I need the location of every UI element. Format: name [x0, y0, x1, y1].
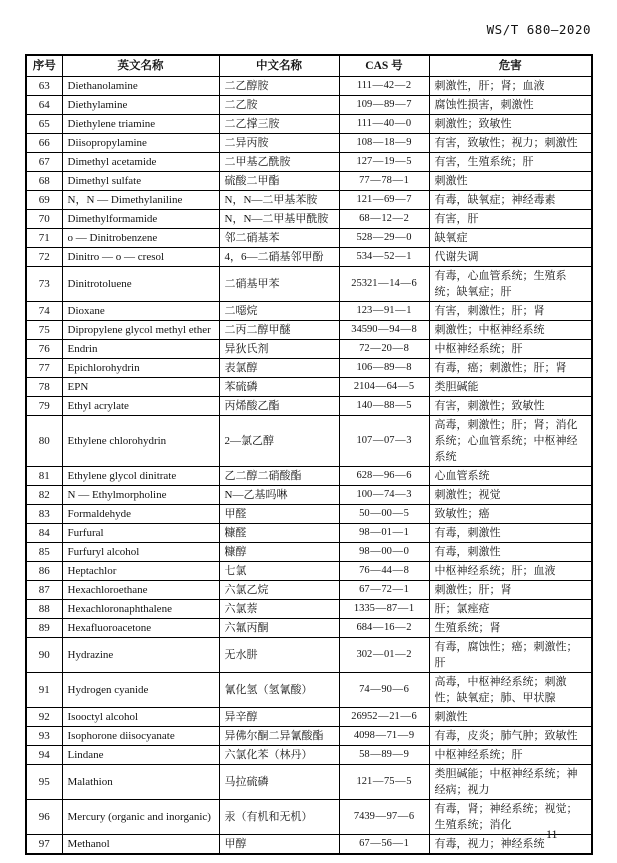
cell-seq-number: 93: [26, 727, 62, 746]
cell-seq-number: 75: [26, 321, 62, 340]
cell-seq-number: 66: [26, 134, 62, 153]
cell-english-name: Ethyl acrylate: [62, 397, 219, 416]
table-row: [26, 77, 592, 96]
cell-cas-number: 528 — 29 — 0: [339, 229, 429, 248]
table-row: [26, 96, 592, 115]
cell-chinese-name: 甲醛: [219, 505, 339, 524]
table-row: [26, 600, 592, 619]
table-header-row: [26, 55, 592, 77]
table-row: [26, 727, 592, 746]
cell-hazard: 类胆碱能；中枢神经系统；神经病；视力: [429, 765, 592, 800]
cell-hazard: 有毒，视力；神经系统: [429, 835, 592, 855]
cell-chinese-name: 2—氯乙醇: [219, 416, 339, 467]
table-row: [26, 302, 592, 321]
cell-cas-number: 684 — 16 — 2: [339, 619, 429, 638]
cell-seq-number: 83: [26, 505, 62, 524]
cell-hazard: 腐蚀性损害，刺激性: [429, 96, 592, 115]
cell-chinese-name: 表氯醇: [219, 359, 339, 378]
cell-english-name: Ethylene chlorohydrin: [62, 416, 219, 467]
cell-chinese-name: 无水肼: [219, 638, 339, 673]
cell-english-name: Hexafluoroacetone: [62, 619, 219, 638]
cell-cas-number: 628 — 96 — 6: [339, 467, 429, 486]
cell-hazard: 有害，刺激性；肝；肾: [429, 302, 592, 321]
cell-seq-number: 80: [26, 416, 62, 467]
cell-cas-number: 72 — 20 — 8: [339, 340, 429, 359]
cell-chinese-name: 邻二硝基苯: [219, 229, 339, 248]
column-header: 序号: [26, 55, 62, 77]
table-row: [26, 191, 592, 210]
cell-chinese-name: 六氯萘: [219, 600, 339, 619]
cell-hazard: 刺激性；视觉: [429, 486, 592, 505]
cell-chinese-name: 甲醇: [219, 835, 339, 855]
chemical-hazard-table: [25, 54, 593, 855]
cell-cas-number: 106 — 89 — 8: [339, 359, 429, 378]
cell-seq-number: 64: [26, 96, 62, 115]
cell-seq-number: 65: [26, 115, 62, 134]
cell-english-name: Dioxane: [62, 302, 219, 321]
cell-english-name: Diisopropylamine: [62, 134, 219, 153]
cell-hazard: 有毒，皮炎；肺气肿；致敏性: [429, 727, 592, 746]
cell-cas-number: 140 — 88 — 5: [339, 397, 429, 416]
cell-hazard: 刺激性: [429, 172, 592, 191]
cell-english-name: Ethylene glycol dinitrate: [62, 467, 219, 486]
cell-chinese-name: 二丙二醇甲醚: [219, 321, 339, 340]
cell-seq-number: 95: [26, 765, 62, 800]
table-row: [26, 467, 592, 486]
cell-english-name: Epichlorohydrin: [62, 359, 219, 378]
table-header: [26, 55, 592, 77]
cell-hazard: 致敏性；癌: [429, 505, 592, 524]
cell-cas-number: 98 — 01 — 1: [339, 524, 429, 543]
cell-seq-number: 81: [26, 467, 62, 486]
cell-english-name: Hexachloroethane: [62, 581, 219, 600]
cell-cas-number: 26952 — 21 — 6: [339, 708, 429, 727]
cell-hazard: 刺激性；致敏性: [429, 115, 592, 134]
cell-cas-number: 107 — 07 — 3: [339, 416, 429, 467]
cell-hazard: 刺激性: [429, 708, 592, 727]
column-header: 中文名称: [219, 55, 339, 77]
table-row: [26, 359, 592, 378]
cell-hazard: 有毒，缺氧症；神经毒素: [429, 191, 592, 210]
cell-chinese-name: 二乙撑三胺: [219, 115, 339, 134]
table-row: [26, 746, 592, 765]
cell-english-name: Dimethyl acetamide: [62, 153, 219, 172]
cell-hazard: 高毒，刺激性；肝；肾；消化系统；心血管系统；中枢神经系统: [429, 416, 592, 467]
cell-chinese-name: 氰化氢（氢氰酸）: [219, 673, 339, 708]
cell-seq-number: 70: [26, 210, 62, 229]
table-row: [26, 524, 592, 543]
cell-seq-number: 78: [26, 378, 62, 397]
cell-cas-number: 109 — 89 — 7: [339, 96, 429, 115]
cell-seq-number: 91: [26, 673, 62, 708]
cell-hazard: 有害，生殖系统；肝: [429, 153, 592, 172]
cell-english-name: Hexachloronaphthalene: [62, 600, 219, 619]
cell-chinese-name: 二异丙胺: [219, 134, 339, 153]
table-row: [26, 708, 592, 727]
cell-seq-number: 84: [26, 524, 62, 543]
cell-cas-number: 77 — 78 — 1: [339, 172, 429, 191]
cell-seq-number: 72: [26, 248, 62, 267]
cell-chinese-name: 马拉硫磷: [219, 765, 339, 800]
cell-seq-number: 67: [26, 153, 62, 172]
table-row: [26, 835, 592, 855]
table-row: [26, 619, 592, 638]
cell-cas-number: 76 — 44 — 8: [339, 562, 429, 581]
cell-chinese-name: 六氯化苯（林丹）: [219, 746, 339, 765]
cell-seq-number: 71: [26, 229, 62, 248]
column-header: 危害: [429, 55, 592, 77]
cell-chinese-name: N，N—二甲基苯胺: [219, 191, 339, 210]
table-row: [26, 248, 592, 267]
cell-cas-number: 111 — 40 — 0: [339, 115, 429, 134]
cell-hazard: 生殖系统；肾: [429, 619, 592, 638]
cell-hazard: 中枢神经系统；肝: [429, 340, 592, 359]
cell-seq-number: 97: [26, 835, 62, 855]
cell-cas-number: 25321 — 14 — 6: [339, 267, 429, 302]
cell-cas-number: 123 — 91 — 1: [339, 302, 429, 321]
cell-seq-number: 63: [26, 77, 62, 96]
cell-seq-number: 79: [26, 397, 62, 416]
table-row: [26, 153, 592, 172]
cell-cas-number: 4098 — 71 — 9: [339, 727, 429, 746]
cell-cas-number: 534 — 52 — 1: [339, 248, 429, 267]
cell-hazard: 有害，肝: [429, 210, 592, 229]
cell-seq-number: 94: [26, 746, 62, 765]
cell-seq-number: 90: [26, 638, 62, 673]
cell-hazard: 刺激性，肝；肾；血液: [429, 77, 592, 96]
cell-english-name: Mercury (organic and inorganic): [62, 800, 219, 835]
cell-cas-number: 34590 — 94 — 8: [339, 321, 429, 340]
cell-seq-number: 77: [26, 359, 62, 378]
table-row: [26, 340, 592, 359]
cell-english-name: Hydrogen cyanide: [62, 673, 219, 708]
cell-english-name: N，N — Dimethylaniline: [62, 191, 219, 210]
cell-english-name: Hydrazine: [62, 638, 219, 673]
cell-seq-number: 92: [26, 708, 62, 727]
table-row: [26, 765, 592, 800]
cell-cas-number: 98 — 00 — 0: [339, 543, 429, 562]
cell-english-name: Endrin: [62, 340, 219, 359]
table-row: [26, 134, 592, 153]
cell-chinese-name: 异狄氏剂: [219, 340, 339, 359]
cell-cas-number: 302 — 01 — 2: [339, 638, 429, 673]
cell-hazard: 缺氧症: [429, 229, 592, 248]
cell-chinese-name: 异佛尔酮二异氰酸酯: [219, 727, 339, 746]
cell-english-name: Dimethylformamide: [62, 210, 219, 229]
cell-english-name: Isophorone diisocyanate: [62, 727, 219, 746]
cell-hazard: 肝；氯痤疮: [429, 600, 592, 619]
cell-cas-number: 67 — 72 — 1: [339, 581, 429, 600]
cell-cas-number: 1335 — 87 — 1: [339, 600, 429, 619]
cell-hazard: 有毒，肾；神经系统；视觉；生殖系统；消化: [429, 800, 592, 835]
cell-chinese-name: 糠醛: [219, 524, 339, 543]
cell-cas-number: 67 — 56 — 1: [339, 835, 429, 855]
table-row: [26, 378, 592, 397]
cell-cas-number: 68 — 12 — 2: [339, 210, 429, 229]
cell-english-name: Malathion: [62, 765, 219, 800]
cell-seq-number: 96: [26, 800, 62, 835]
column-header: CAS 号: [339, 55, 429, 77]
cell-cas-number: 121 — 69 — 7: [339, 191, 429, 210]
cell-hazard: 代谢失调: [429, 248, 592, 267]
table-row: [26, 321, 592, 340]
cell-hazard: 有害，致敏性；视力；刺激性: [429, 134, 592, 153]
cell-hazard: 刺激性；肝；肾: [429, 581, 592, 600]
cell-english-name: Methanol: [62, 835, 219, 855]
cell-cas-number: 100 — 74 — 3: [339, 486, 429, 505]
cell-hazard: 刺激性；中枢神经系统: [429, 321, 592, 340]
cell-seq-number: 87: [26, 581, 62, 600]
cell-chinese-name: 二乙醇胺: [219, 77, 339, 96]
cell-hazard: 有毒，刺激性: [429, 543, 592, 562]
cell-chinese-name: 二噁烷: [219, 302, 339, 321]
cell-english-name: Heptachlor: [62, 562, 219, 581]
table-row: [26, 172, 592, 191]
cell-hazard: 类胆碱能: [429, 378, 592, 397]
cell-chinese-name: 七氯: [219, 562, 339, 581]
table-row: [26, 115, 592, 134]
cell-chinese-name: 苯硫磷: [219, 378, 339, 397]
cell-hazard: 有害，刺激性；致敏性: [429, 397, 592, 416]
cell-cas-number: 74 — 90 — 6: [339, 673, 429, 708]
cell-english-name: Dinitro — o — cresol: [62, 248, 219, 267]
cell-english-name: Dinitrotoluene: [62, 267, 219, 302]
cell-cas-number: 58 — 89 — 9: [339, 746, 429, 765]
cell-cas-number: 127 — 19 — 5: [339, 153, 429, 172]
cell-chinese-name: N—乙基吗啉: [219, 486, 339, 505]
cell-seq-number: 86: [26, 562, 62, 581]
cell-seq-number: 82: [26, 486, 62, 505]
cell-chinese-name: 二硝基甲苯: [219, 267, 339, 302]
cell-chinese-name: 硫酸二甲酯: [219, 172, 339, 191]
cell-english-name: Furfural: [62, 524, 219, 543]
cell-seq-number: 88: [26, 600, 62, 619]
chemical-table-body: [26, 77, 592, 855]
cell-english-name: o — Dinitrobenzene: [62, 229, 219, 248]
table-row: [26, 562, 592, 581]
cell-hazard: 中枢神经系统；肝: [429, 746, 592, 765]
cell-english-name: N — Ethylmorpholine: [62, 486, 219, 505]
table-row: [26, 505, 592, 524]
cell-chinese-name: 六氟丙酮: [219, 619, 339, 638]
table-row: [26, 397, 592, 416]
table-row: [26, 673, 592, 708]
cell-english-name: Dimethyl sulfate: [62, 172, 219, 191]
cell-english-name: Lindane: [62, 746, 219, 765]
cell-chinese-name: 二甲基乙酰胺: [219, 153, 339, 172]
cell-cas-number: 121 — 75 — 5: [339, 765, 429, 800]
cell-hazard: 有毒，心血管系统；生殖系统；缺氧症；肝: [429, 267, 592, 302]
cell-english-name: Diethylamine: [62, 96, 219, 115]
cell-english-name: EPN: [62, 378, 219, 397]
cell-seq-number: 89: [26, 619, 62, 638]
cell-hazard: 有毒，腐蚀性；癌；刺激性；肝: [429, 638, 592, 673]
page-number: 11: [546, 827, 558, 841]
cell-seq-number: 85: [26, 543, 62, 562]
table-row: [26, 229, 592, 248]
cell-seq-number: 73: [26, 267, 62, 302]
cell-seq-number: 76: [26, 340, 62, 359]
table-row: [26, 638, 592, 673]
cell-chinese-name: 4，6—二硝基邻甲酚: [219, 248, 339, 267]
cell-hazard: 中枢神经系统；肝；血液: [429, 562, 592, 581]
cell-english-name: Diethylene triamine: [62, 115, 219, 134]
cell-chinese-name: N，N—二甲基甲酰胺: [219, 210, 339, 229]
table-row: [26, 210, 592, 229]
table-row: [26, 486, 592, 505]
cell-chinese-name: 糠醇: [219, 543, 339, 562]
cell-seq-number: 74: [26, 302, 62, 321]
cell-hazard: 心血管系统: [429, 467, 592, 486]
cell-seq-number: 68: [26, 172, 62, 191]
cell-hazard: 有毒，刺激性: [429, 524, 592, 543]
table-row: [26, 416, 592, 467]
standard-number: WS/T 680—2020: [486, 22, 591, 37]
table-row: [26, 800, 592, 835]
cell-english-name: Diethanolamine: [62, 77, 219, 96]
cell-hazard: 有毒，癌；刺激性；肝；肾: [429, 359, 592, 378]
cell-chinese-name: 异辛醇: [219, 708, 339, 727]
cell-english-name: Dipropylene glycol methyl ether: [62, 321, 219, 340]
cell-chinese-name: 二乙胺: [219, 96, 339, 115]
table-row: [26, 581, 592, 600]
cell-english-name: Isooctyl alcohol: [62, 708, 219, 727]
cell-english-name: Furfuryl alcohol: [62, 543, 219, 562]
cell-english-name: Formaldehyde: [62, 505, 219, 524]
cell-seq-number: 69: [26, 191, 62, 210]
cell-chinese-name: 六氯乙烷: [219, 581, 339, 600]
table-row: [26, 267, 592, 302]
cell-hazard: 高毒，中枢神经系统；刺激性；缺氧症；肺、甲状腺: [429, 673, 592, 708]
cell-cas-number: 2104 — 64 — 5: [339, 378, 429, 397]
cell-chinese-name: 乙二醇二硝酸酯: [219, 467, 339, 486]
table-row: [26, 543, 592, 562]
cell-chinese-name: 丙烯酸乙酯: [219, 397, 339, 416]
cell-cas-number: 108 — 18 — 9: [339, 134, 429, 153]
cell-cas-number: 50 — 00 — 5: [339, 505, 429, 524]
column-header: 英文名称: [62, 55, 219, 77]
cell-cas-number: 111 — 42 — 2: [339, 77, 429, 96]
cell-chinese-name: 汞（有机和无机）: [219, 800, 339, 835]
cell-cas-number: 7439 — 97 — 6: [339, 800, 429, 835]
